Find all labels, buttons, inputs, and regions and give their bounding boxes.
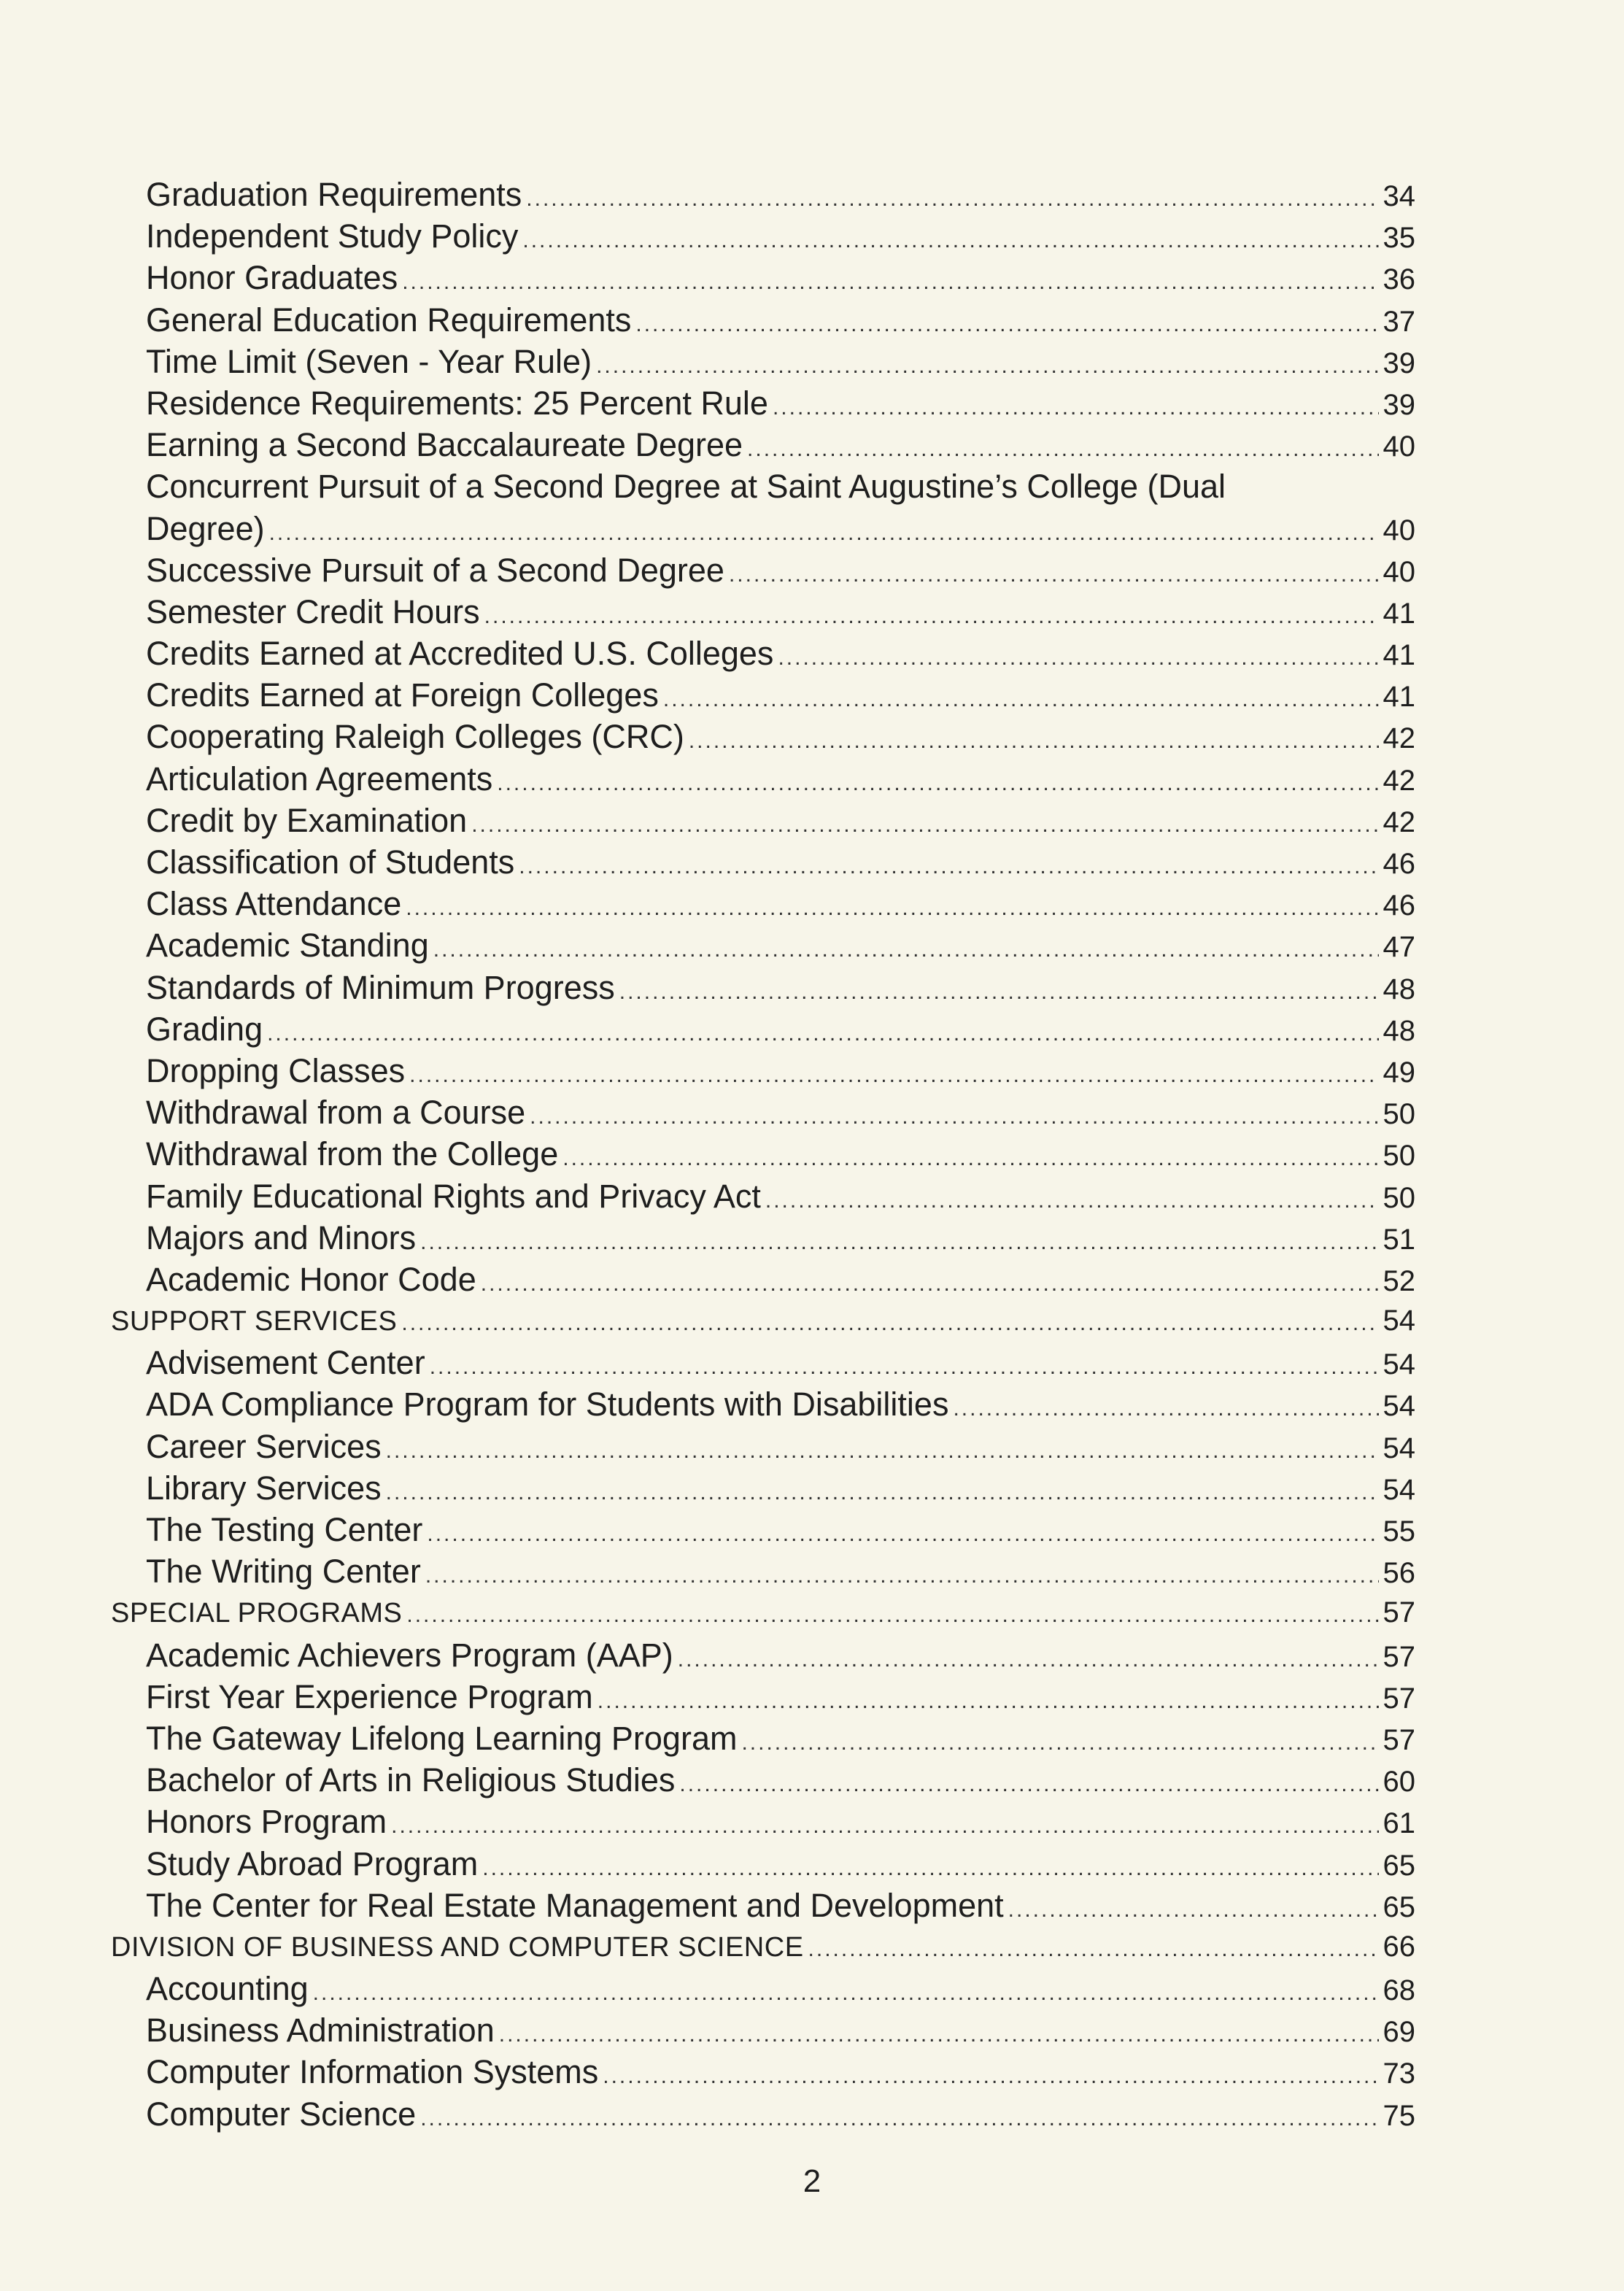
toc-entry <box>111 1885 1415 1926</box>
toc-entry-page: 47 <box>1383 931 1415 964</box>
toc-entry-title: General Education Requirements <box>146 301 632 339</box>
toc-entry <box>111 1634 1415 1676</box>
toc-entry-title: The Testing Center <box>146 1511 423 1548</box>
toc-entry <box>111 633 1415 674</box>
toc-entry-page: 51 <box>1383 1223 1415 1256</box>
dot-leader <box>267 1013 1378 1054</box>
toc-entry-title: Semester Credit Hours <box>146 592 480 630</box>
toc-entry-title: Concurrent Pursuit of a Second Degree at Saint Augustine’s College (Dual <box>146 468 1226 506</box>
toc-entry-title: Classification of Students <box>146 843 515 881</box>
toc-entry-page: 57 <box>1383 1682 1415 1715</box>
toc-entry <box>111 174 1415 215</box>
toc-entry-continuation <box>111 508 1415 549</box>
toc-entry <box>111 1509 1415 1550</box>
dot-leader <box>484 595 1379 637</box>
toc-entry <box>111 1383 1415 1425</box>
toc-entry-title: Successive Pursuit of a Second Degree <box>146 551 724 589</box>
toc-entry <box>111 1550 1415 1592</box>
toc-entry-page: 73 <box>1383 2058 1415 2090</box>
toc-entry-page: 34 <box>1383 180 1415 212</box>
toc-entry-page: 41 <box>1383 639 1415 672</box>
toc-entry <box>111 1050 1415 1092</box>
dot-leader <box>530 1096 1378 1137</box>
dot-leader <box>425 1555 1379 1596</box>
toc-entry <box>111 341 1415 382</box>
toc-entry-page: 41 <box>1383 681 1415 714</box>
toc-entry <box>111 1426 1415 1467</box>
dot-leader <box>482 1847 1378 1889</box>
toc-entry <box>111 1801 1415 1842</box>
toc-entry-page: 55 <box>1383 1515 1415 1548</box>
dot-leader <box>420 1221 1378 1263</box>
toc-entry <box>111 716 1415 757</box>
dot-leader <box>430 1346 1379 1388</box>
toc-entry-page: 75 <box>1383 2099 1415 2132</box>
toc-entry-page: 40 <box>1383 514 1415 546</box>
toc-entry-page: 41 <box>1383 597 1415 630</box>
toc-entry-page: 48 <box>1383 973 1415 1005</box>
toc-entry-page: 66 <box>1383 1930 1415 1963</box>
dot-leader <box>386 1430 1379 1472</box>
toc-entry-page: 54 <box>1383 1473 1415 1506</box>
toc-entry-title: Academic Standing <box>146 927 429 965</box>
dot-leader <box>678 1639 1379 1680</box>
dot-leader <box>778 637 1378 679</box>
page-number: 2 <box>803 2163 821 2199</box>
toc-entry <box>111 1259 1415 1300</box>
dot-leader <box>747 428 1378 470</box>
toc-entry-page: 52 <box>1383 1264 1415 1297</box>
toc-entry-title: Business Administration <box>146 2012 495 2049</box>
toc-entry-title: Honors Program <box>146 1803 387 1841</box>
toc-entry-page: 57 <box>1383 1640 1415 1673</box>
toc-entry <box>111 257 1415 298</box>
dot-leader <box>635 304 1378 345</box>
dot-leader <box>433 929 1379 970</box>
toc-entry-page: 48 <box>1383 1014 1415 1047</box>
toc-entry-title: Graduation Requirements <box>146 176 522 213</box>
toc-entry <box>111 967 1415 1008</box>
toc-entry-page: 42 <box>1383 722 1415 755</box>
toc-entry-page: 57 <box>1383 1596 1415 1629</box>
dot-leader <box>619 971 1379 1013</box>
toc-entry-page: 68 <box>1383 1974 1415 2007</box>
dot-leader <box>596 345 1378 387</box>
toc-entry <box>111 800 1415 841</box>
dot-leader <box>409 1054 1378 1096</box>
toc-entry-page: 50 <box>1383 1181 1415 1214</box>
toc-entry-page: 50 <box>1383 1098 1415 1131</box>
dot-leader <box>499 2014 1379 2055</box>
dot-leader <box>497 762 1378 804</box>
toc-entry <box>111 1676 1415 1718</box>
toc-entry-page: 35 <box>1383 222 1415 255</box>
toc-entry <box>111 1175 1415 1217</box>
toc-entry-page: 57 <box>1383 1723 1415 1756</box>
toc-entry <box>111 674 1415 716</box>
toc-entry <box>111 758 1415 800</box>
toc-entry-title: Dropping Classes <box>146 1051 406 1089</box>
toc-entry <box>111 883 1415 924</box>
toc-entry <box>111 591 1415 633</box>
toc-entry <box>111 1342 1415 1383</box>
dot-leader <box>689 720 1379 762</box>
toc-entry-title: Study Abroad Program <box>146 1844 479 1882</box>
toc-entry-title: The Center for Real Estate Management and Development <box>146 1886 1004 1924</box>
toc-entry-title: Withdrawal from the College <box>146 1135 559 1173</box>
toc-entry-title: Computer Information Systems <box>146 2053 599 2091</box>
dot-leader <box>386 1472 1379 1513</box>
toc-entry-page: 56 <box>1383 1557 1415 1590</box>
toc-entry-title: Advisement Center <box>146 1344 425 1382</box>
toc-entry-title: Majors and Minors <box>146 1218 417 1256</box>
dot-leader <box>598 1680 1379 1722</box>
toc-entry-page: 37 <box>1383 305 1415 338</box>
toc-entry <box>111 1133 1415 1175</box>
toc-entry <box>111 1467 1415 1509</box>
dot-leader <box>313 1972 1379 2014</box>
toc-entry <box>111 2009 1415 2051</box>
toc-entry-title: Family Educational Rights and Privacy Act <box>146 1177 761 1215</box>
toc-entry-title: Honor Graduates <box>146 259 398 297</box>
toc-entry-title: Earning a Second Baccalaureate Degree <box>146 426 743 464</box>
dot-leader <box>663 679 1379 720</box>
dot-leader <box>526 178 1378 220</box>
toc-entry-page: 36 <box>1383 263 1415 296</box>
toc-entry-title-continued: Degree) <box>146 509 265 547</box>
toc-entry-page: 65 <box>1383 1849 1415 1882</box>
dot-leader <box>401 1302 1378 1344</box>
toc-entry <box>111 465 1415 507</box>
toc-entry-title: Independent Study Policy <box>146 217 519 255</box>
dot-leader <box>562 1137 1378 1179</box>
toc-entry-title: First Year Experience Program <box>146 1677 593 1715</box>
toc-entry-page: 40 <box>1383 555 1415 588</box>
toc-entry-page: 46 <box>1383 889 1415 922</box>
toc-entry <box>111 424 1415 465</box>
dot-leader <box>1008 1889 1379 1931</box>
toc-entry-title: Withdrawal from a Course <box>146 1094 526 1132</box>
toc-entry-page: 49 <box>1383 1056 1415 1089</box>
toc-entry <box>111 1718 1415 1759</box>
toc-entry <box>111 1008 1415 1050</box>
toc-entry-page: 42 <box>1383 764 1415 797</box>
toc-entry-page: 39 <box>1383 347 1415 379</box>
toc-entry-title: Class Attendance <box>146 885 402 923</box>
toc-entry-title: Bachelor of Arts in Religious Studies <box>146 1761 676 1799</box>
toc-entry-page: 39 <box>1383 388 1415 421</box>
toc-entry-title: Computer Science <box>146 2095 417 2133</box>
toc-entry <box>111 2093 1415 2135</box>
toc-entry-title: SPECIAL PROGRAMS <box>111 1598 403 1629</box>
toc-entry-title: Articulation Agreements <box>146 760 493 797</box>
toc-entry-title: Career Services <box>146 1427 382 1465</box>
dot-leader <box>519 846 1378 887</box>
toc-entry-title: Academic Achievers Program (AAP) <box>146 1636 673 1674</box>
table-of-contents <box>111 174 1415 2135</box>
dot-leader <box>522 220 1378 261</box>
dot-leader <box>679 1763 1378 1805</box>
toc-entry <box>111 1759 1415 1801</box>
toc-entry-title: DIVISION OF BUSINESS AND COMPUTER SCIENCE <box>111 1931 804 1963</box>
toc-section-heading <box>111 1926 1415 1968</box>
toc-entry-page: 50 <box>1383 1140 1415 1172</box>
dot-leader <box>427 1513 1378 1555</box>
toc-entry-title: Cooperating Raleigh Colleges (CRC) <box>146 718 684 756</box>
toc-section-heading <box>111 1592 1415 1634</box>
toc-entry-page: 61 <box>1383 1807 1415 1840</box>
toc-entry <box>111 1092 1415 1133</box>
dot-leader <box>269 512 1379 554</box>
toc-entry-title: Time Limit (Seven - Year Rule) <box>146 342 592 380</box>
dot-leader <box>953 1388 1378 1429</box>
toc-entry-title: The Writing Center <box>146 1553 421 1591</box>
dot-leader <box>741 1722 1378 1763</box>
toc-entry-page: 54 <box>1383 1390 1415 1423</box>
toc-entry-page: 40 <box>1383 430 1415 463</box>
toc-entry-page: 46 <box>1383 848 1415 880</box>
dot-leader <box>406 887 1378 929</box>
toc-entry-title: Credit by Examination <box>146 801 468 839</box>
toc-entry <box>111 549 1415 591</box>
toc-entry <box>111 215 1415 257</box>
toc-entry-title: Academic Honor Code <box>146 1260 476 1298</box>
toc-entry-title: Credits Earned at Accredited U.S. Colleges <box>146 635 774 673</box>
toc-entry <box>111 924 1415 966</box>
toc-entry-title: ADA Compliance Program for Students with Disabilities <box>146 1386 949 1423</box>
dot-leader <box>603 2055 1378 2097</box>
toc-entry-title: Residence Requirements: 25 Percent Rule <box>146 384 768 422</box>
toc-entry-title: Accounting <box>146 1970 309 2008</box>
toc-entry <box>111 1217 1415 1259</box>
dot-leader <box>391 1805 1378 1847</box>
toc-entry <box>111 299 1415 341</box>
toc-section-heading <box>111 1300 1415 1342</box>
dot-leader <box>729 554 1379 595</box>
toc-entry-page: 54 <box>1383 1348 1415 1381</box>
toc-entry-title: The Gateway Lifelong Learning Program <box>146 1719 738 1757</box>
dot-leader <box>471 804 1378 846</box>
dot-leader <box>773 387 1379 428</box>
toc-entry-page: 54 <box>1383 1305 1415 1337</box>
dot-leader <box>808 1928 1379 1970</box>
toc-entry-page: 42 <box>1383 805 1415 838</box>
toc-entry <box>111 2051 1415 2093</box>
toc-entry <box>111 382 1415 424</box>
toc-entry-page: 65 <box>1383 1890 1415 1923</box>
toc-entry-title: Library Services <box>146 1469 382 1507</box>
toc-entry-title: SUPPORT SERVICES <box>111 1306 398 1337</box>
dot-leader <box>406 1594 1378 1636</box>
dot-leader <box>402 261 1378 303</box>
toc-entry-page: 60 <box>1383 1766 1415 1799</box>
dot-leader <box>481 1263 1379 1305</box>
dot-leader <box>420 2098 1378 2139</box>
toc-entry <box>111 1968 1415 2009</box>
toc-entry <box>111 1843 1415 1885</box>
toc-entry-title: Standards of Minimum Progress <box>146 968 615 1006</box>
toc-entry-page: 54 <box>1383 1432 1415 1464</box>
toc-entry <box>111 841 1415 883</box>
toc-entry-title: Credits Earned at Foreign Colleges <box>146 676 659 714</box>
toc-entry-title: Grading <box>146 1010 263 1048</box>
dot-leader <box>765 1180 1379 1221</box>
toc-entry-page: 69 <box>1383 2016 1415 2049</box>
